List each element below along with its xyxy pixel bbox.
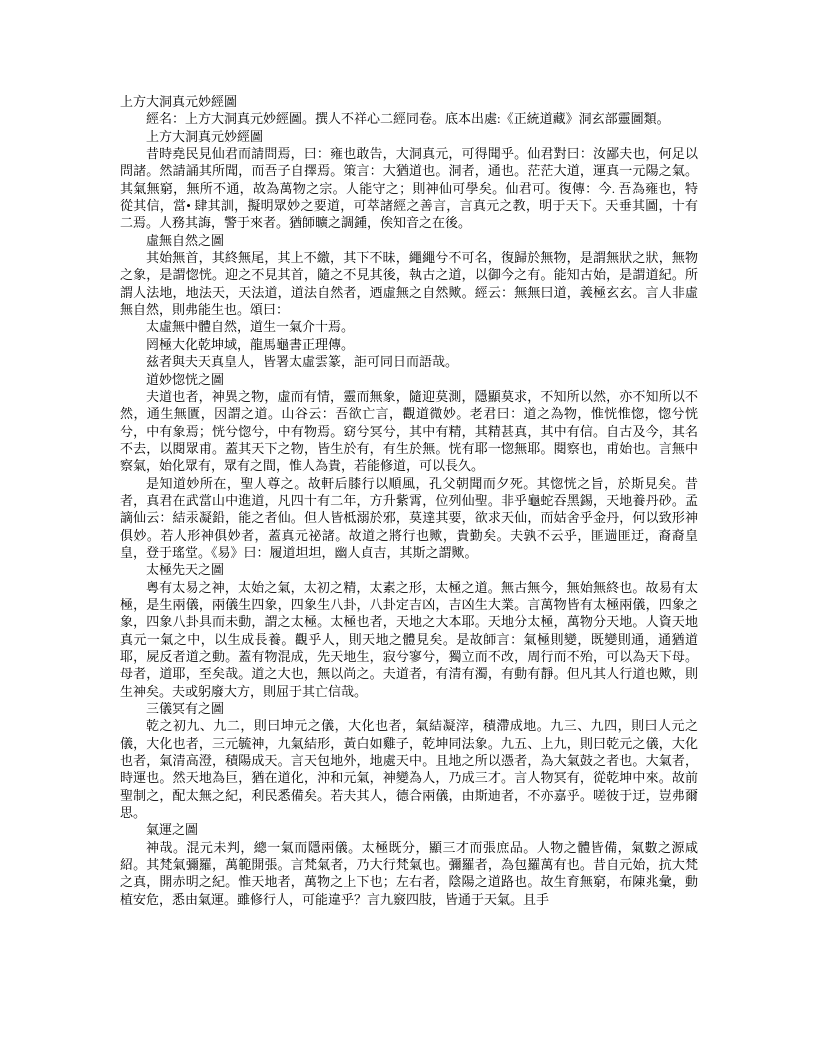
verse-line: 太虛無中體自然，道生一氣介十焉。 [146, 319, 355, 335]
section-heading: 氣運之圖 [146, 822, 199, 838]
paragraph: 夫道也者，神異之物，虛而有情，靈而無象，隨迎莫測，隱顯莫求，不知所以然，亦不知所以不然，通生無匱，因謂之道。山谷云：吾欲亡言，觀道微妙。老君曰：道之為物，惟恍惟惚，惚兮恍兮，中有象焉；恍兮惚兮，中有物焉。窈兮冥兮，其中有精，其精甚真，其中有信。自古及今，其名不去，以閱眾甫。蓋其天下之物，皆生於有，有生於無。恍有耶一惚無耶。閱察也，甫始也。言無中察氣，始化眾有，眾有之間，惟人為貴，若能修道，可以長久。 [120, 388, 698, 474]
paragraph: 神哉。混元未判，總一氣而隱兩儀。太極既分，顯三才而張庶品。人物之體皆備，氣數之源咸紹。其梵氣彌羅，萬範開張。言梵氣者，乃大行梵氣也。彌羅者，為包羅萬有也。昔自元始，抗大梵之真，開赤明之紀。惟天地者，萬物之上下也；左右者，陰陽之道路也。故生育無窮，布陳兆彙，動植安危，悉由氣運。雖修行人，可能違乎？言九竅四肢，皆通于天氣。且手 [120, 839, 698, 907]
section-heading: 太極先天之圖 [146, 562, 225, 578]
paragraph: 昔時堯民見仙君而請問焉，曰：雍也敢告，大洞真元，可得聞乎。仙君對曰：汝鄙夫也，何足以問諸。然請誦其所聞，而吾子自擇焉。策言：大猶道也。洞者，通也。茫茫大道，運真一元陽之氣。其氣無窮，無所不通，故為萬物之宗。人能守之；則神仙可學矣。仙君可。復傳：今. 吾為雍也，特從其信，當• 肆其訓，擬明眾妙之要道，可萃諸經之善言，言真元之教，明于天下。天垂其圖，十有二焉。人務其誨，警于來者。猶師曠之調鍾，俟知音之在後。 [120, 146, 698, 231]
meta-line: 經名：上方大洞真元妙經圖。撰人不祥心二經同卷。底本出處:《正統道藏》洞玄部靈圖類。 [146, 111, 670, 127]
paragraph: 乾之初九、九二，則曰坤元之儀，大化也者，氣結凝滓，積滯成地。九三、九四，則曰人元之儀，大化也者，三元毓神，九氣結形，黃白如雞子，乾坤同法象。九五、上九，則曰乾元之儀，大化也者，氣清高澄，積陽成天。言天包地外，地處天中。且地之所以憑者，為大氣鼓之者也。大氣者，時運也。然天地為巨，猶在道化，沖和元氣，神變為人，乃成三才。言人物冥有，從乾坤中來。故前聖制之，配太無之紀，利民悉備矣。若夫其人，德合兩儀，由斯迪者，不亦嘉乎。嗟彼于迂，豈弗爾思。 [120, 718, 698, 821]
paragraph: 粵有太易之神，太始之氣，太初之精，太素之形，太極之道。無古無今，無始無終也。故易有太極，是生兩儀，兩儀生四象，四象生八卦，八卦定吉凶，吉凶生大業。言萬物皆有太極兩儀，四象之象，四象八卦具而未動，謂之太極。太極也者，天地之大本耶。天地分太極，萬物分天地。人資天地真元一氣之中，以生成長養。觀乎人，則天地之體見矣。是故師言：氣極則變，既變則通，通猶道耶，屍反者道之動。蓋有物混成，先天地生，寂兮寥兮，獨立而不改，周行而不殆，可以為天下母。母者，道耶，至矣哉。道之大也，無以尚之。夫道者，有清有濁，有動有靜。但凡其人行道也歟，則生神矣。夫或躬廢大方，則屈于其亡信哉。 [120, 579, 698, 699]
verse-line: 罔極大化乾坤域，龍馬龜書正理傳。 [146, 336, 355, 352]
section-heading: 三儀冥有之圖 [146, 701, 225, 717]
paragraph: 其始無首，其終無尾，其上不繳，其下不昧，繩繩兮不可名，復歸於無物，是謂無狀之狀，無物之象，是謂惚恍。迎之不見其首，隨之不見其後，執古之道，以御今之有。能知古始，是謂道紀。所謂人法地，地法天，天法道，道法自然者，迺虛無之自然歟。經云：無無曰道，義極玄玄。言人非虛無自然，則弗能生也。頌曰： [120, 250, 698, 318]
paragraph: 兹者與夫天真皇人，皆署太虛雲篆，詎可同日而語哉。 [146, 354, 459, 370]
document-title: 上方大洞真元妙經圖 [120, 94, 238, 109]
section-heading: 道妙惚恍之圖 [146, 371, 225, 387]
meta-line: 上方大洞真元妙經圖 [146, 128, 264, 144]
paragraph: 是知道妙所在，聖人尊之。故軒后膝行以順風，孔父朝聞而夕死。其惚恍之旨，於斯見矣。昔者，真君在武當山中進道，凡四十有二年，方升紫霄，位列仙聖。非乎龜蛇吞黑錫，天地養丹砂。孟謫仙云：結汞凝鉛，能之者仙。但人皆柢溺於邪，莫達其要，欲求天仙，而姑舍乎金丹，何以致形神俱妙。若人形神俱妙者，蓋真元祕諸。故道之將行也歟，貴勤矣。夫孰不云乎，匪遄匪迂，裔裔皇皇，登于瑤堂。《易》曰：履道坦坦，幽人貞吉，其斯之謂歟。 [120, 475, 698, 560]
document-text-block [120, 93, 698, 908]
section-heading: 虛無自然之圖 [146, 232, 225, 248]
